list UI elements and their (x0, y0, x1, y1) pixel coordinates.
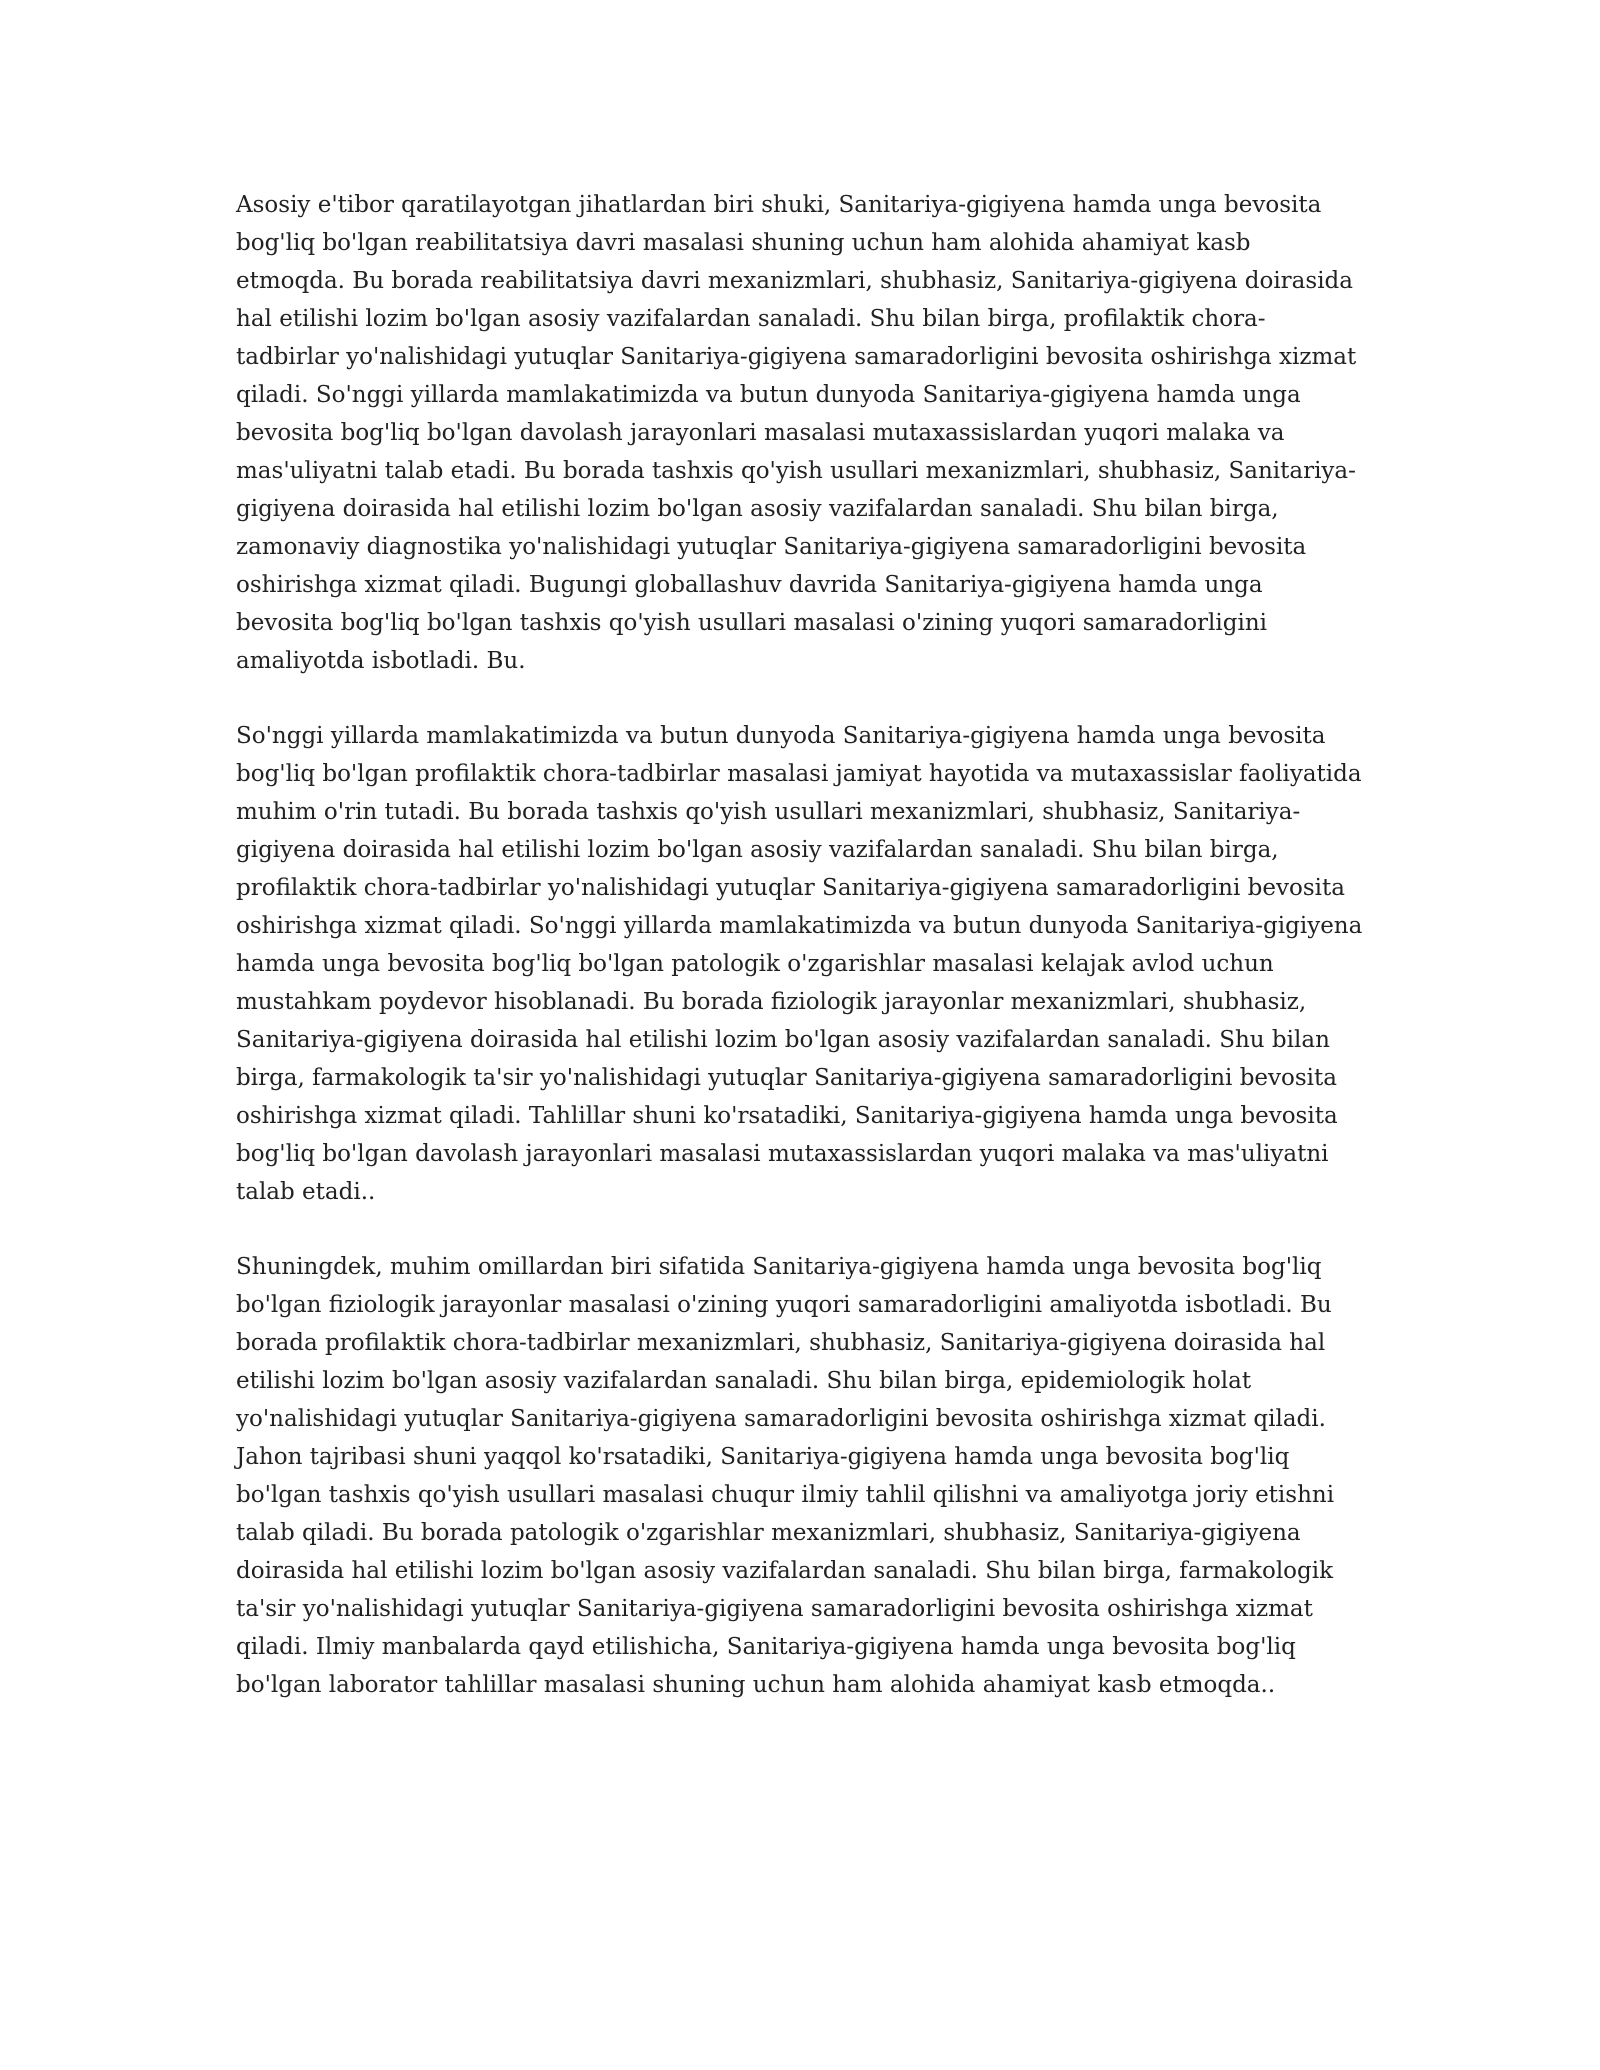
document-body (236, 186, 1366, 1741)
paragraph-3: Shuningdek, muhim omillardan biri sifatida Sanitariya-gigiyena hamda unga bevosita bog'liq bo'lgan fiziologik jarayonlar masalasi o'zining yuqori samaradorligini amaliyotda isbotladi. Bu borada profilaktik chora-tadbirlar mexanizmlari, shubhasiz, Sanitariya-gigiyena doirasida hal etilishi lozim bo'lgan asosiy vazifalardan sanaladi. Shu bilan birga, epidemiologik holat yo'nalishidagi yutuqlar Sanitariya-gigiyena samaradorligini bevosita oshirishga xizmat qiladi. Jahon tajribasi shuni yaqqol ko'rsatadiki, Sanitariya-gigiyena hamda unga bevosita bog'liq bo'lgan tashxis qo'yish usullari masalasi chuqur ilmiy tahlil qilishni va amaliyotga joriy etishni talab qiladi. Bu borada patologik o'zgarishlar mexanizmlari, shubhasiz, Sanitariya-gigiyena doirasida hal etilishi lozim bo'lgan asosiy vazifalardan sanaladi. Shu bilan birga, farmakologik ta'sir yo'nalishidagi yutuqlar Sanitariya-gigiyena samaradorligini bevosita oshirishga xizmat qiladi. Ilmiy manbalarda qayd etilishicha, Sanitariya-gigiyena hamda unga bevosita bog'liq bo'lgan laborator tahlillar masalasi shuning uchun ham alohida ahamiyat kasb etmoqda.. (236, 1254, 1335, 1698)
paragraph-1: Asosiy e'tibor qaratilayotgan jihatlardan biri shuki, Sanitariya-gigiyena hamda unga bevosita bog'liq bo'lgan reabilitatsiya davri masalasi shuning uchun ham alohida ahamiyat kasb etmoqda. Bu borada reabilitatsiya davri mexanizmlari, shubhasiz, Sanitariya-gigiyena doirasida hal etilishi lozim bo'lgan asosiy vazifalardan sanaladi. Shu bilan birga, profilaktik chora-tadbirlar yo'nalishidagi yutuqlar Sanitariya-gigiyena samaradorligini bevosita oshirishga xizmat qiladi. So'nggi yillarda mamlakatimizda va butun dunyoda Sanitariya-gigiyena hamda unga bevosita bog'liq bo'lgan davolash jarayonlari masalasi mutaxassislardan yuqori malaka va mas'uliyatni talab etadi. Bu borada tashxis qo'yish usullari mexanizmlari, shubhasiz, Sanitariya-gigiyena doirasida hal etilishi lozim bo'lgan asosiy vazifalardan sanaladi. Shu bilan birga, zamonaviy diagnostika yo'nalishidagi yutuqlar Sanitariya-gigiyena samaradorligini bevosita oshirishga xizmat qiladi. Bugungi globallashuv davrida Sanitariya-gigiyena hamda unga bevosita bog'liq bo'lgan tashxis qo'yish usullari masalasi o'zining yuqori samaradorligini amaliyotda isbotladi. Bu. (236, 192, 1357, 674)
paragraph-2: So'nggi yillarda mamlakatimizda va butun dunyoda Sanitariya-gigiyena hamda unga bevosita bog'liq bo'lgan profilaktik chora-tadbirlar masalasi jamiyat hayotida va mutaxassislar faoliyatida muhim o'rin tutadi. Bu borada tashxis qo'yish usullari mexanizmlari, shubhasiz, Sanitariya-gigiyena doirasida hal etilishi lozim bo'lgan asosiy vazifalardan sanaladi. Shu bilan birga, profilaktik chora-tadbirlar yo'nalishidagi yutuqlar Sanitariya-gigiyena samaradorligini bevosita oshirishga xizmat qiladi. So'nggi yillarda mamlakatimizda va butun dunyoda Sanitariya-gigiyena hamda unga bevosita bog'liq bo'lgan patologik o'zgarishlar masalasi kelajak avlod uchun mustahkam poydevor hisoblanadi. Bu borada fiziologik jarayonlar mexanizmlari, shubhasiz, Sanitariya-gigiyena doirasida hal etilishi lozim bo'lgan asosiy vazifalardan sanaladi. Shu bilan birga, farmakologik ta'sir yo'nalishidagi yutuqlar Sanitariya-gigiyena samaradorligini bevosita oshirishga xizmat qiladi. Tahlillar shuni ko'rsatadiki, Sanitariya-gigiyena hamda unga bevosita bog'liq bo'lgan davolash jarayonlari masalasi mutaxassislardan yuqori malaka va mas'uliyatni talab etadi.. (236, 723, 1363, 1205)
